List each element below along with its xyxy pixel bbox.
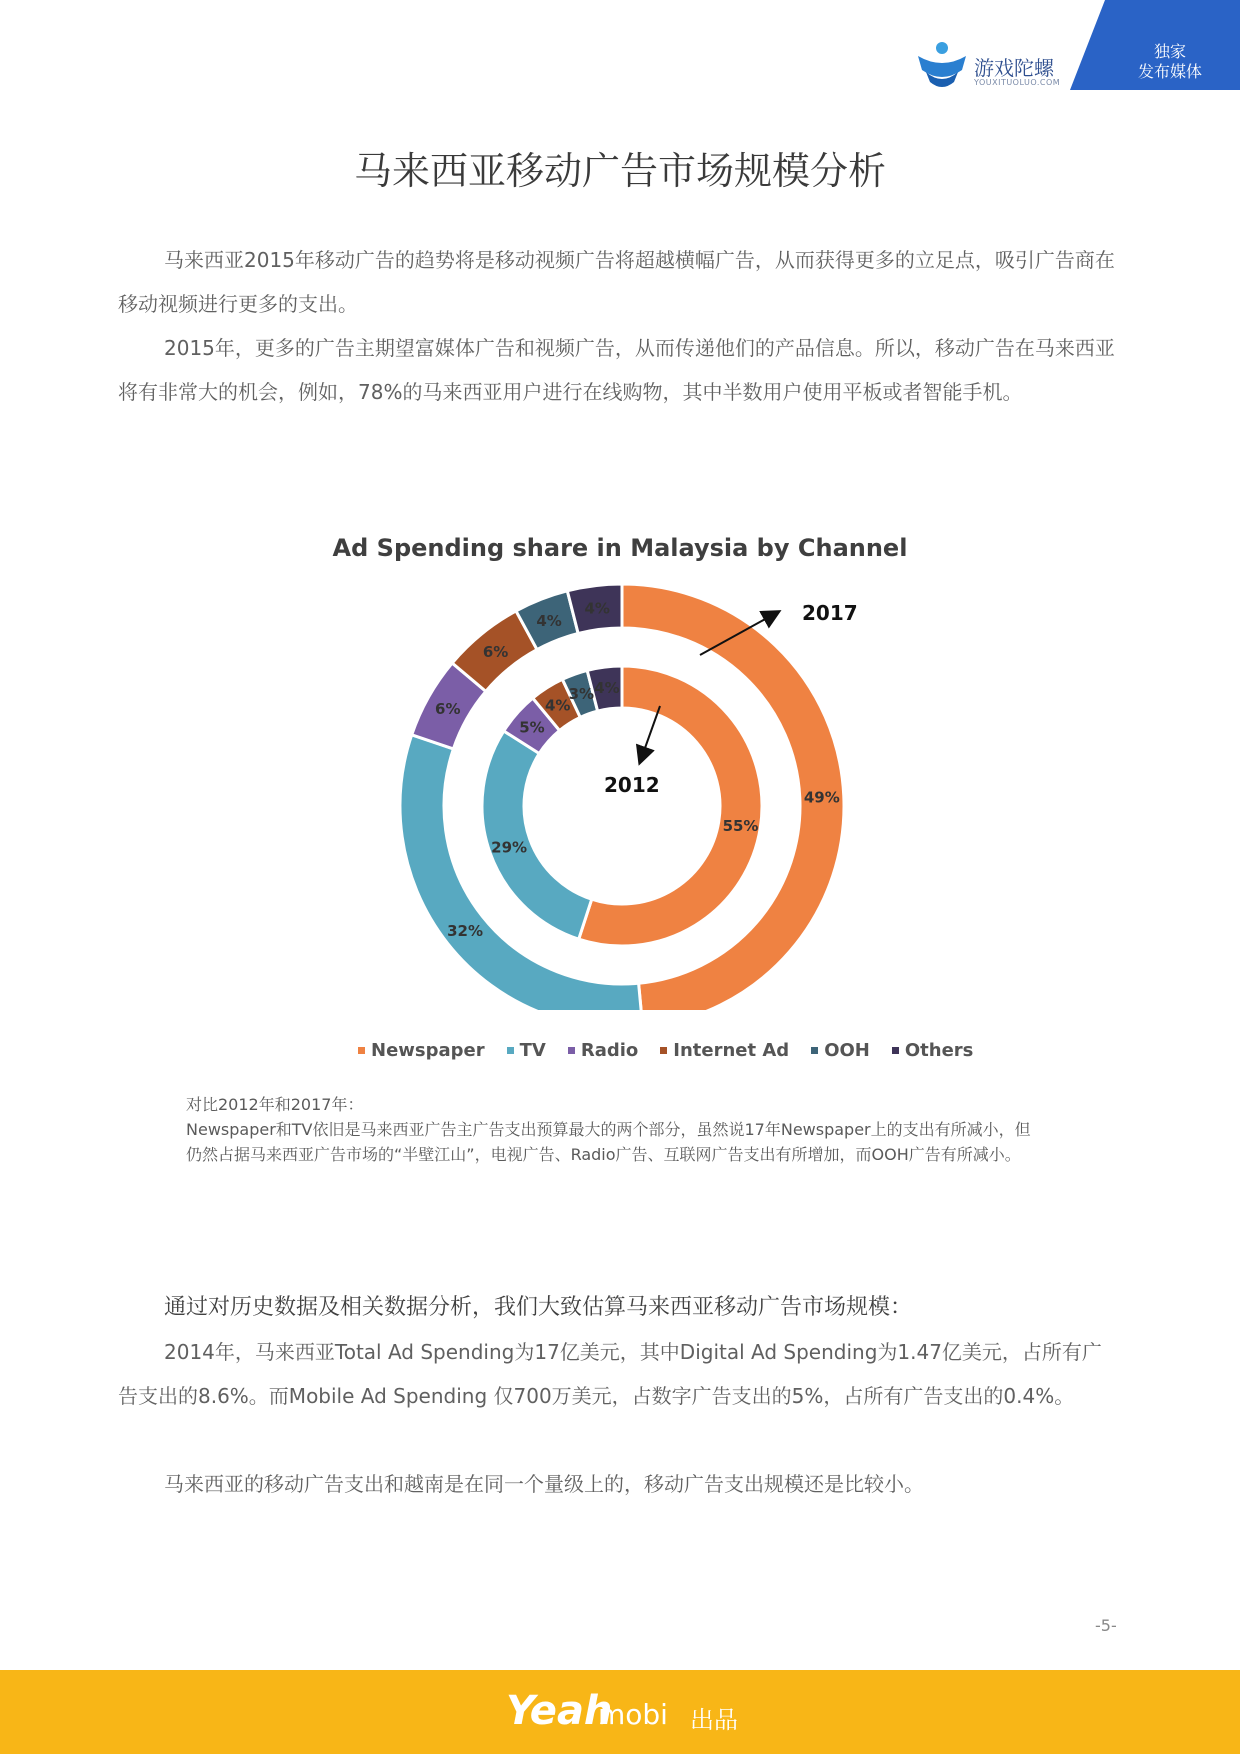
chart-legend: [358, 1040, 973, 1061]
paragraph-3: 2014年，马来西亚Total Ad Spending为17亿美元，其中Digital Ad Spending为1.47亿美元，占所有广告支出的8.6%。而Mobile Ad Spending 仅700万美元，占数字广告支出的5%，占所有广告支出的0.4%。: [118, 1340, 1102, 1408]
slice-2012-tv: [482, 731, 592, 939]
slice-label-2017-0: 49%: [803, 788, 840, 807]
legend-item-internet-ad: [660, 1040, 789, 1061]
chart-title: Ad Spending share in Malaysia by Channel: [332, 534, 908, 562]
slice-label-2012-0: 55%: [722, 816, 759, 835]
corner-line-2: 发布媒体: [1137, 62, 1202, 81]
slice-label-2012-1: 29%: [491, 838, 528, 857]
legend-label: OOH: [824, 1040, 870, 1061]
legend-swatch: [358, 1047, 365, 1054]
note-line-1: 对比2012年和2017年：: [186, 1095, 364, 1114]
slice-label-2012-4: 3%: [568, 685, 595, 704]
footer-brand-light: mobi: [598, 1698, 668, 1731]
legend-swatch: [811, 1047, 818, 1054]
page-title: 马来西亚移动广告市场规模分析: [353, 149, 886, 193]
legend-item-others: [892, 1040, 974, 1061]
slice-label-2017-3: 6%: [482, 643, 509, 662]
paragraph-4: 马来西亚的移动广告支出和越南是在同一个量级上的，移动广告支出规模还是比较小。: [164, 1472, 924, 1496]
slice-label-2012-5: 4%: [594, 678, 620, 697]
section-heading: 通过对历史数据及相关数据分析，我们大致估算马来西亚移动广告市场规模：: [164, 1295, 913, 1320]
legend-item-radio: [568, 1040, 638, 1061]
ring-2012: [482, 666, 762, 946]
slice-label-2017-1: 32%: [447, 922, 484, 941]
slice-label-2012-2: 5%: [519, 718, 545, 737]
legend-swatch: [892, 1047, 899, 1054]
logo-subtext: YOUXITUOLUO.COM: [974, 78, 1061, 87]
slice-label-2017-2: 6%: [435, 699, 461, 718]
slice-label-2017-5: 4%: [584, 599, 610, 618]
footer-credit: 出品: [690, 1706, 738, 1734]
legend-swatch: [507, 1047, 514, 1054]
legend-label: TV: [519, 1040, 546, 1061]
legend-label: Newspaper: [371, 1040, 485, 1061]
page-number: -5-: [1095, 1616, 1117, 1635]
legend-label: Internet Ad: [673, 1040, 790, 1061]
arrow-2012: [640, 706, 660, 762]
slice-label-2017-4: 4%: [536, 611, 562, 630]
legend-item-tv: [507, 1040, 546, 1061]
legend-item-ooh: [811, 1040, 870, 1061]
footer-brand-bold: Yeah: [506, 1688, 613, 1734]
paragraph-1: 马来西亚2015年移动广告的趋势将是移动视频广告将超越横幅广告，从而获得更多的立足点，吸引广告商在移动视频进行更多的支出。: [118, 248, 1115, 316]
legend-label: Radio: [580, 1040, 639, 1061]
legend-item-newspaper: [358, 1040, 485, 1061]
note-line-2: Newspaper和TV依旧是马来西亚广告主广告支出预算最大的两个部分，虽然说17年Newspaper上的支出有所减小，但仍然占据马来西亚广告市场的“半壁江山”，电视广告、Radio广告、互联网广告支出有所增加，而OOH广告有所减小。: [186, 1120, 1031, 1164]
annotation-2017: 2017: [802, 601, 858, 625]
corner-line-1: 独家: [1153, 42, 1186, 61]
logo-text: 游戏陀螺: [974, 56, 1054, 80]
legend-swatch: [660, 1047, 667, 1054]
paragraph-2: 2015年，更多的广告主期望富媒体广告和视频广告，从而传递他们的产品信息。所以，移动广告在马来西亚将有非常大的机会，例如，78%的马来西亚用户进行在线购物，其中半数用户使用平板或者智能手机。: [118, 336, 1115, 404]
legend-swatch: [568, 1047, 575, 1054]
annotation-2012: 2012: [604, 773, 660, 797]
slice-label-2012-3: 4%: [544, 696, 571, 715]
legend-label: Others: [904, 1040, 974, 1061]
chart-note: [186, 1092, 1046, 1167]
